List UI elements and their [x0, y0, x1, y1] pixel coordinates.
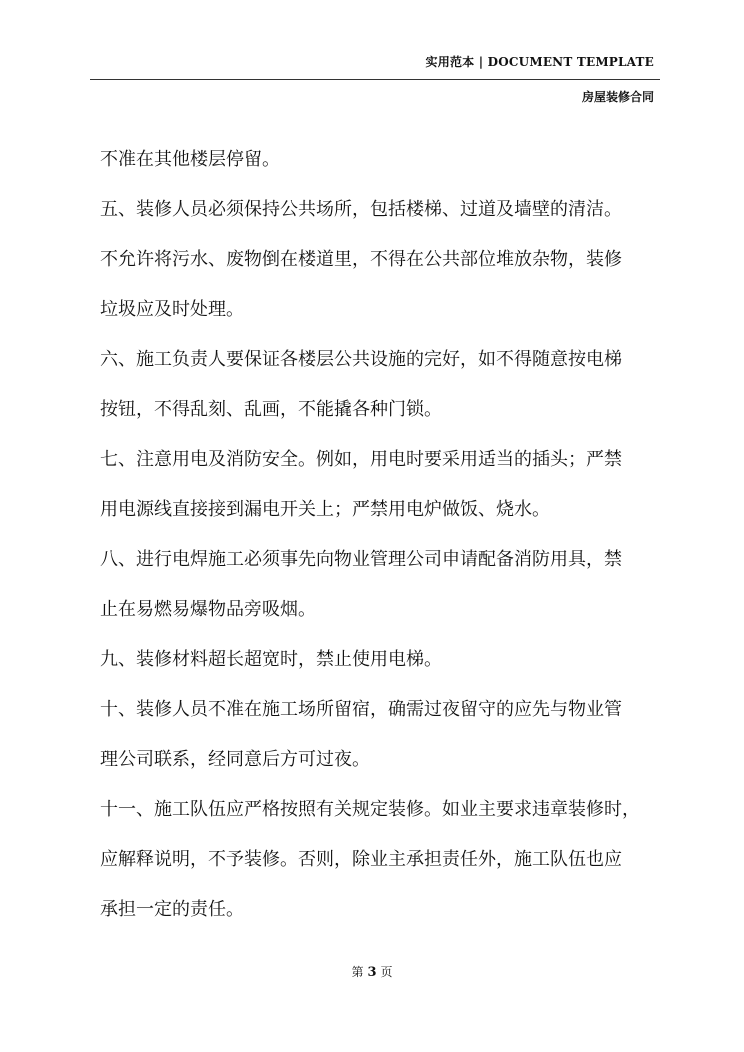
header-divider	[90, 79, 660, 80]
paragraph-7	[100, 435, 660, 535]
text-line: 九、装修材料超长超宽时，禁止使用电梯。	[100, 649, 442, 670]
paragraph-11	[100, 785, 660, 935]
text-line: 止在易燃易爆物品旁吸烟。	[100, 599, 316, 620]
document-title: 房屋装修合同	[581, 90, 654, 104]
page-header	[96, 54, 654, 104]
paragraph-1	[100, 135, 660, 185]
text-line: 七、注意用电及消防安全。例如，用电时要采用适当的插头；严禁	[100, 449, 622, 470]
paragraph-10	[100, 685, 660, 785]
page-prefix: 第	[351, 965, 364, 979]
paragraph-6	[100, 335, 660, 435]
text-line: 不允许将污水、废物倒在楼道里，不得在公共部位堆放杂物，装修	[100, 249, 622, 270]
document-label: 实用范本 | DOCUMENT TEMPLATE	[425, 55, 654, 69]
paragraph-5	[100, 185, 660, 335]
text-line: 理公司联系，经同意后方可过夜。	[100, 749, 370, 770]
text-line: 用电源线直接接到漏电开关上；严禁用电炉做饭、烧水。	[100, 499, 550, 520]
page-footer	[0, 963, 744, 982]
text-line: 承担一定的责任。	[100, 899, 244, 920]
text-line: 六、施工负责人要保证各楼层公共设施的完好，如不得随意按电梯	[100, 349, 622, 370]
page-number: 3	[367, 965, 377, 980]
text-line: 按钮，不得乱刻、乱画，不能撬各种门锁。	[100, 399, 442, 420]
page-suffix: 页	[380, 965, 393, 979]
page-body	[100, 135, 660, 935]
paragraph-9	[100, 635, 660, 685]
text-line: 不准在其他楼层停留。	[100, 149, 280, 170]
paragraph-8	[100, 535, 660, 635]
text-line: 垃圾应及时处理。	[100, 299, 244, 320]
text-line: 八、进行电焊施工必须事先向物业管理公司申请配备消防用具，禁	[100, 549, 622, 570]
text-line: 十一、施工队伍应严格按照有关规定装修。如业主要求违章装修时，	[100, 799, 640, 820]
text-line: 十、装修人员不准在施工场所留宿，确需过夜留守的应先与物业管	[100, 699, 622, 720]
text-line: 应解释说明，不予装修。否则，除业主承担责任外，施工队伍也应	[100, 849, 622, 870]
text-line: 五、装修人员必须保持公共场所，包括楼梯、过道及墙壁的清洁。	[100, 199, 622, 220]
